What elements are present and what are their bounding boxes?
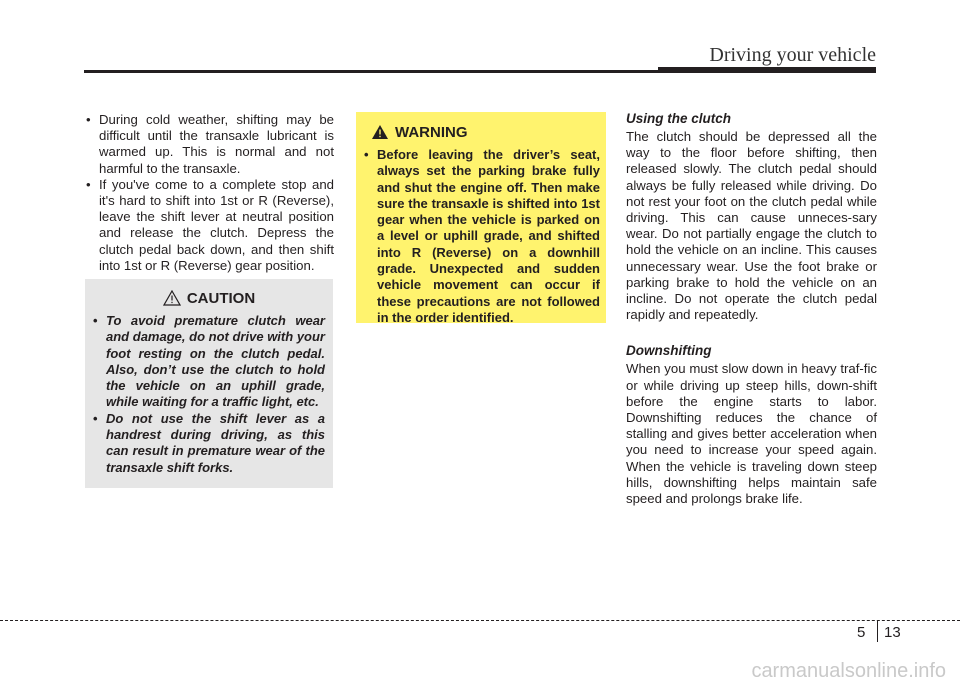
warning-item: • Before leaving the driver’s seat, always set the parking brake fully and shut the engine off. Then make sure the transaxle is shifted into 1st gear when the vehicle is parked on a level or uphill grade, and shifted into R (Reverse) on a downhill grade. Unexpected and sudden vehicle movement can occur if these precautions are not followed in the order identified.	[364, 147, 600, 326]
header-rule-accent	[658, 67, 876, 72]
section-text-downshifting: When you must slow down in heavy traf-fic or while driving up steep hills, down-shift before the engine starts to labor. Downshifting reduces the chance of stalling and gives better acceleration when you need to increase your speed again. When the vehicle is traveling down steep hills, downshifting helps maintain safe speed and prolongs brake life.	[626, 361, 877, 507]
caution-triangle-icon	[163, 290, 181, 306]
page-number: 13	[884, 624, 901, 641]
warning-triangle-icon	[371, 124, 389, 140]
section-text-using-clutch: The clutch should be depressed all the way to the floor before shifting, then released slowly. The clutch pedal should always be fully released while driving. Do not rest your foot on the clutch pedal while driving. This can cause unneces-sary wear. Do not partially engage the clutch to hold the vehicle on an incline. This causes unnecessary wear. Use the foot brake or parking brake to hold the vehicle on an incline. Do not operate the clutch pedal rapidly and repeatedly.	[626, 129, 877, 323]
caution-title: CAUTION	[186, 289, 256, 307]
chapter-number: 5	[857, 624, 866, 641]
right-column	[626, 110, 877, 507]
caution-list	[93, 313, 325, 476]
warning-title: WARNING	[395, 123, 468, 141]
section-heading-downshifting: Downshifting	[626, 343, 712, 359]
left-column	[86, 112, 334, 274]
list-item: • During cold weather, shifting may be difficult until the transaxle lubricant is warmed up. This is normal and not harmful to the transaxle.	[86, 112, 334, 177]
caution-header	[93, 287, 325, 309]
warning-header	[364, 121, 600, 143]
page-header-title: Driving your vehicle	[709, 44, 876, 66]
caution-item: • Do not use the shift lever as a handrest during driving, as this can result in premature wear of the transaxle shift forks.	[93, 411, 325, 476]
warning-box	[356, 112, 606, 323]
warning-list	[364, 147, 600, 326]
footer-rule	[0, 620, 960, 621]
list-item: • If you've come to a complete stop and it's hard to shift into 1st or R (Reverse), leave the shift lever at neutral position and release the clutch. Depress the clutch pedal back down, and then shift into 1st or R (Reverse) gear position.	[86, 177, 334, 274]
page-number-separator	[877, 620, 878, 642]
caution-box	[85, 279, 333, 488]
bullet-list	[86, 112, 334, 274]
section-heading-using-clutch: Using the clutch	[626, 111, 732, 126]
caution-item: • To avoid premature clutch wear and damage, do not drive with your foot resting on the clutch pedal. Also, don’t use the clutch to hold the vehicle on an uphill grade, while waiting for a traffic light, etc.	[93, 313, 325, 411]
watermark: carmanualsonline.info	[751, 660, 946, 682]
